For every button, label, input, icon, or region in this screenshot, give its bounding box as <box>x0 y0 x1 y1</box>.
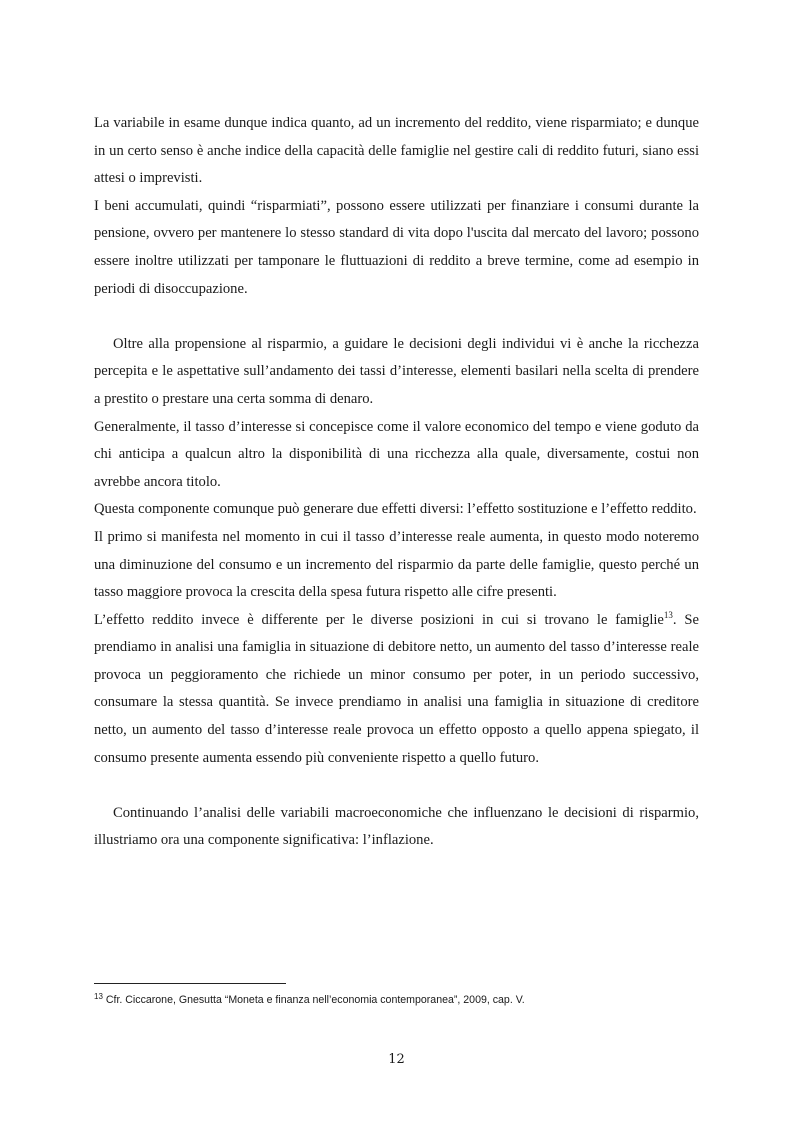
paragraph: I beni accumulati, quindi “risparmiati”, possono essere utilizzati per finanziare i consumi durante la pensione, ovvero per mantenere lo stesso standard di vita dopo l'uscita dal mercato del lavoro; possono essere inoltre utilizzati per tamponare le fluttuazioni di reddito a breve termine, come ad esempio in periodi di disoccupazione. <box>94 197 699 297</box>
footnote-number: 13 <box>94 992 103 1001</box>
paragraph: Generalmente, il tasso d’interesse si concepisce come il valore economico del tempo e viene goduto da chi anticipa a qualcun altro la disponibilità di una ricchezza alla quale, diversamente, costui non avrebbe ancora titolo. <box>94 418 699 490</box>
body-text <box>94 110 699 855</box>
paragraph: Il primo si manifesta nel momento in cui il tasso d’interesse reale aumenta, in questo modo noteremo una diminuzione del consumo e un incremento del risparmio da parte delle famiglie, questo perché un tasso maggiore provoca la crescita della spesa futura rispetto alle cifre presenti. <box>94 528 699 601</box>
paragraph <box>94 607 699 773</box>
footnote <box>94 994 699 1006</box>
paragraph-text: . Se prendiamo in analisi una famiglia in situazione di debitore netto, un aumento del tasso d’interesse reale provoca un peggioramento che richiede un minor consumo per poter, in un periodo successivo, consumare la stessa quantità. Se invece prendiamo in analisi una famiglia in situazione di creditore netto, un aumento del tasso d’interesse reale provoca un effetto opposto a quello appena spiegato, il consumo presente aumenta essendo più conveniente rispetto a quello futuro. <box>94 611 699 766</box>
paragraph: La variabile in esame dunque indica quanto, ad un incremento del reddito, viene risparmiato; e dunque in un certo senso è anche indice della capacità delle famiglie nel gestire cali di reddito futuri, siano essi attesi o imprevisti. <box>94 115 699 187</box>
page-number: 12 <box>388 1052 405 1067</box>
paragraph: Continuando l’analisi delle variabili macroeconomiche che influenzano le decisioni di risparmio, illustriamo ora una componente significativa: l’inflazione. <box>94 804 699 849</box>
footnote-text: Cfr. Ciccarone, Gnesutta “Moneta e finanza nell’economia contemporanea”, 2009, cap. V. <box>102 994 525 1006</box>
paragraph-text: L’effetto reddito invece è differente per le diverse posizioni in cui si trovano le famiglie <box>94 611 664 628</box>
footnote-reference[interactable]: 13 <box>663 609 673 620</box>
paragraph: Oltre alla propensione al risparmio, a guidare le decisioni degli individui vi è anche la ricchezza percepita e le aspettative sull’andamento dei tassi d’interesse, elementi basilari nella scelta di prendere a prestito o prestare una certa somma di denaro. <box>94 335 699 407</box>
footnote-divider <box>94 983 286 984</box>
paragraph: Questa componente comunque può generare due effetti diversi: l’effetto sostituzione e l’effetto reddito. <box>94 501 697 518</box>
